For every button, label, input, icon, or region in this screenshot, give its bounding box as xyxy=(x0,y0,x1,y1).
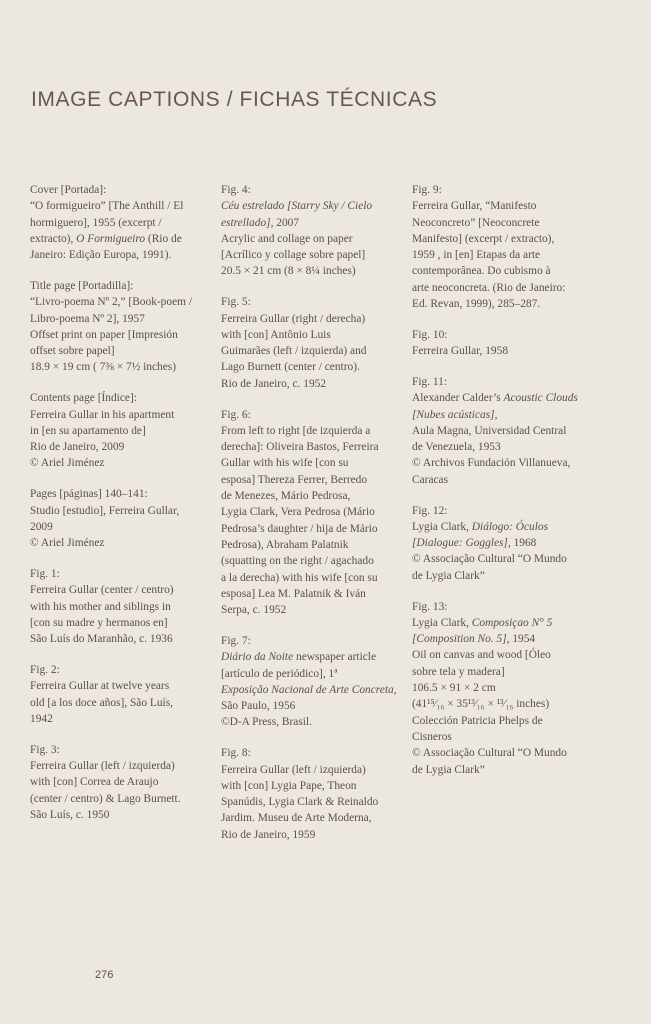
caption-line: 106.5 × 91 × 2 cm xyxy=(412,682,496,695)
caption-line: [con su madre y hermanos en] xyxy=(30,616,168,629)
caption-line: with his mother and siblings in xyxy=(30,600,171,613)
caption-line: © Associação Cultural “O Mundo xyxy=(412,553,567,566)
caption-entry xyxy=(221,407,403,619)
caption-label: Fig. 13: xyxy=(412,600,448,613)
caption-label: Fig. 8: xyxy=(221,747,251,760)
caption-line: extracto), O Formigueiro (Rio de xyxy=(30,232,182,245)
caption-line: [Dialogue: Goggles], 1968 xyxy=(412,537,537,550)
caption-line: © Associação Cultural “O Mundo xyxy=(412,747,567,760)
caption-entry xyxy=(30,566,210,647)
caption-entry xyxy=(221,182,403,280)
caption-line: Ferreira Gullar, “Manifesto xyxy=(412,200,537,213)
caption-line: Diário da Noite newspaper article xyxy=(221,651,377,664)
caption-line: São Luís, c. 1950 xyxy=(30,808,110,821)
caption-column-3 xyxy=(412,182,612,792)
caption-line: arte neoconcreta. (Rio de Janeiro: xyxy=(412,281,566,294)
caption-line: Rio de Janeiro, c. 1952 xyxy=(221,377,327,390)
caption-line: Colección Patricia Phelps de xyxy=(412,714,543,727)
caption-line: Janeiro: Edição Europa, 1991). xyxy=(30,249,172,262)
caption-entry xyxy=(412,327,612,360)
caption-line: Lago Burnett (center / centro). xyxy=(221,361,360,374)
caption-line: 1942 xyxy=(30,712,53,725)
caption-entry xyxy=(412,182,612,312)
caption-line: Ferreira Gullar (center / centro) xyxy=(30,584,174,597)
caption-line: de Menezes, Mário Pedrosa, xyxy=(221,490,351,503)
caption-line: Lygia Clark, Vera Pedrosa (Mário xyxy=(221,506,375,519)
caption-line: “O formigueiro” [The Anthill / El xyxy=(30,200,184,213)
caption-line: São Luís do Maranhão, c. 1936 xyxy=(30,633,173,646)
caption-column-2 xyxy=(221,182,403,857)
caption-line: São Paulo, 1956 xyxy=(221,700,296,713)
caption-line: Ferreira Gullar at twelve years xyxy=(30,680,170,693)
caption-label: Fig. 11: xyxy=(412,375,448,388)
caption-entry xyxy=(412,503,612,584)
caption-line: de Venezuela, 1953 xyxy=(412,441,501,454)
caption-line: Céu estrelado [Starry Sky / Cielo xyxy=(221,200,373,213)
caption-line: in [en su apartamento de] xyxy=(30,424,146,437)
caption-line: derecha]: Oliveira Bastos, Ferreira xyxy=(221,441,379,454)
caption-line: 18.9 × 19 cm ( 7⅜ × 7½ inches) xyxy=(30,361,177,374)
caption-line: sobre tela y madera] xyxy=(412,665,505,678)
caption-entry xyxy=(221,294,403,392)
caption-line: Pedrosa), Abraham Palatnik xyxy=(221,538,349,551)
caption-label: Fig. 1: xyxy=(30,567,60,580)
caption-line: 1959 , in [en] Etapas da arte xyxy=(412,249,541,262)
caption-entry xyxy=(30,662,210,727)
caption-line: (center / centro) & Lago Burnett. xyxy=(30,792,181,805)
caption-line: Ferreira Gullar (right / derecha) xyxy=(221,312,366,325)
caption-line: Jardim. Museu de Arte Moderna, xyxy=(221,812,372,825)
caption-line: with [con] Correa de Araujo xyxy=(30,776,159,789)
caption-line: Rio de Janeiro, 2009 xyxy=(30,441,125,454)
caption-line: [artículo de periódico], 1ª xyxy=(221,667,338,680)
caption-label: Fig. 4: xyxy=(221,184,251,196)
caption-line: (41¹⁵⁄₁₆ × 35¹³⁄₁₆ × ¹³⁄₁₆ inches) xyxy=(412,698,550,711)
caption-line: Ferreira Gullar (left / izquierda) xyxy=(221,763,366,776)
caption-line: Libro-poema Nº 2], 1957 xyxy=(30,312,145,325)
caption-line: From left to right [de izquierda a xyxy=(221,424,371,437)
caption-line: de Lygia Clark” xyxy=(412,569,485,582)
caption-line: Manifesto] (excerpt / extracto), xyxy=(412,232,555,245)
caption-line: © Ariel Jiménez xyxy=(30,537,105,550)
caption-line: Gullar with his wife [con su xyxy=(221,457,349,470)
caption-label: Fig. 10: xyxy=(412,328,448,341)
caption-line: Neoconcreto” [Neoconcrete xyxy=(412,216,540,229)
caption-line: 20.5 × 21 cm (8 × 8¼ inches) xyxy=(221,265,356,278)
caption-label: Title page [Portadilla]: xyxy=(30,279,134,292)
caption-entry xyxy=(30,742,210,823)
caption-line: (squatting on the right / agachado xyxy=(221,555,374,568)
caption-line: Caracas xyxy=(412,473,449,486)
caption-line: [Nubes acústicas], xyxy=(412,408,498,421)
caption-line: Studio [estudio], Ferreira Gullar, xyxy=(30,504,180,517)
caption-line: 2009 xyxy=(30,520,53,533)
caption-line: esposa] Thereza Ferrer, Berredo xyxy=(221,473,368,486)
caption-label: Cover [Portada]: xyxy=(30,184,107,196)
caption-line: “Livro-poema Nº 2,” [Book-poem / xyxy=(30,296,193,309)
caption-label: Fig. 7: xyxy=(221,634,251,647)
caption-label: Contents page [Índice]: xyxy=(30,392,137,405)
caption-line: a la derecha) with his wife [con su xyxy=(221,571,378,584)
caption-label: Pages [páginas] 140–141: xyxy=(30,488,148,501)
caption-line: with [con] Antônio Luis xyxy=(221,328,331,341)
caption-line: Offset print on paper [Impresión xyxy=(30,328,178,341)
caption-line: esposa] Lea M. Palatnik & Iván xyxy=(221,587,366,600)
caption-line: Oil on canvas and wood [Óleo xyxy=(412,649,551,662)
caption-line: contemporânea. Do cubismo à xyxy=(412,265,551,278)
caption-entry xyxy=(30,182,210,263)
caption-line: Acrylic and collage on paper xyxy=(221,232,353,245)
caption-line: with [con] Lygia Pape, Theon xyxy=(221,779,357,792)
caption-entry xyxy=(412,374,612,488)
caption-line: Pedrosa’s daughter / hija de Mário xyxy=(221,522,378,535)
page-number: 276 xyxy=(95,969,114,981)
caption-line: Serpa, c. 1952 xyxy=(221,604,287,617)
caption-line: offset sobre papel] xyxy=(30,345,115,358)
caption-line: Alexander Calder’s Acoustic Clouds xyxy=(412,392,578,405)
caption-line: Ed. Revan, 1999), 285–287. xyxy=(412,298,541,311)
caption-line: de Lygia Clark” xyxy=(412,763,485,776)
caption-label: Fig. 9: xyxy=(412,184,442,196)
caption-line: Ferreira Gullar (left / izquierda) xyxy=(30,759,175,772)
caption-entry xyxy=(30,278,210,376)
caption-line: hormiguero], 1955 (excerpt / xyxy=(30,216,162,229)
caption-line: Exposição Nacional de Arte Concreta, xyxy=(221,683,397,696)
caption-line: Ferreira Gullar, 1958 xyxy=(412,345,509,358)
caption-line: © Ariel Jiménez xyxy=(30,457,105,470)
caption-entry xyxy=(221,745,403,843)
caption-label: Fig. 12: xyxy=(412,504,448,517)
caption-line: [Acrílico y collage sobre papel] xyxy=(221,249,366,262)
caption-label: Fig. 6: xyxy=(221,408,251,421)
caption-line: Aula Magna, Universidad Central xyxy=(412,424,567,437)
caption-line: Lygia Clark, Composiçao N° 5 xyxy=(412,616,553,629)
caption-label: Fig. 2: xyxy=(30,663,60,676)
caption-line: Rio de Janeiro, 1959 xyxy=(221,828,316,841)
caption-label: Fig. 5: xyxy=(221,296,251,309)
caption-line: old [a los doce años], São Luís, xyxy=(30,696,173,709)
caption-line: estrellado], 2007 xyxy=(221,216,300,229)
caption-entry xyxy=(30,486,210,551)
caption-label: Fig. 3: xyxy=(30,743,60,756)
caption-line: Lygia Clark, Diálogo: Óculos xyxy=(412,520,549,533)
caption-line: Cisneros xyxy=(412,730,452,743)
caption-line: Ferreira Gullar in his apartment xyxy=(30,408,175,421)
caption-entry xyxy=(412,599,612,778)
caption-entry xyxy=(221,633,403,731)
caption-line: [Composition No. 5], 1954 xyxy=(412,633,536,646)
caption-line: © Archivos Fundación Villanueva, xyxy=(412,457,571,470)
caption-entry xyxy=(30,390,210,471)
caption-line: ©D-A Press, Brasil. xyxy=(221,716,312,729)
caption-column-1 xyxy=(30,182,210,838)
page-title: IMAGE CAPTIONS / FICHAS TÉCNICAS xyxy=(31,88,438,111)
caption-line: Guimarães (left / izquierda) and xyxy=(221,345,367,358)
caption-line: Spanúdis, Lygia Clark & Reinaldo xyxy=(221,796,379,809)
